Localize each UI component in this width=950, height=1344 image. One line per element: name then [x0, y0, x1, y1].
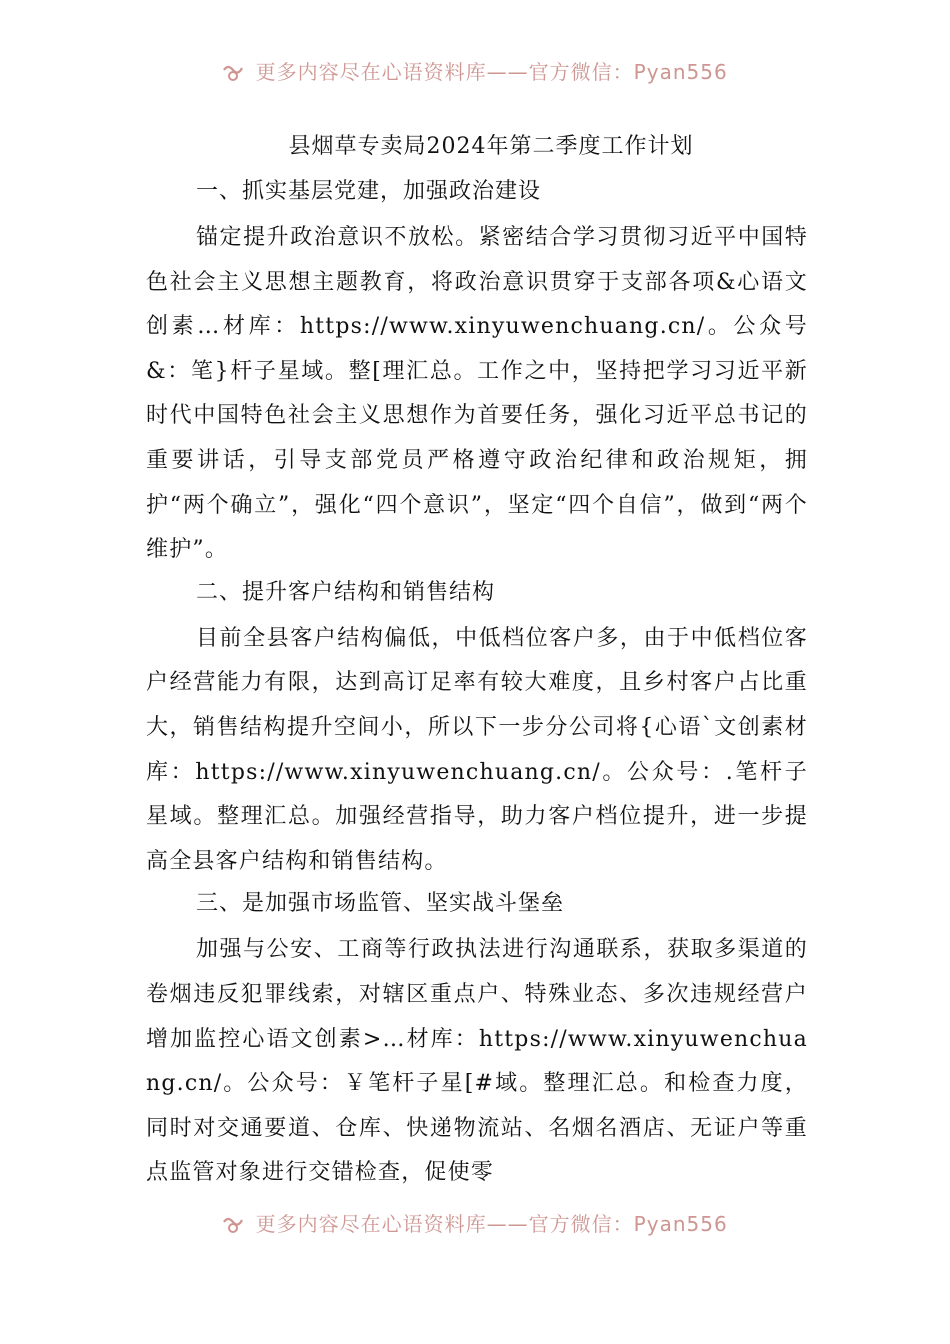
- section-paragraph: 加强与公安、工商等行政执法进行沟通联系，获取多渠道的卷烟违反犯罪线索，对辖区重点户、特殊业态、多次违规经营户增加监控心语文创素>…材库：https://www.xinyuwenchuang.cn/。公众号：￥笔杆子星[#域。整理汇总。和检查力度，同时对交通要道、仓库、快递物流站、名烟名酒店、无证户等重点监管对象进行交错检查，促使零: [146, 937, 808, 1186]
- section-heading: 一、抓实基层党建，加强政治建设: [196, 179, 542, 204]
- section-paragraph: 目前全县客户结构偏低，中低档位客户多，由于中低档位客户经营能力有限，达到高订足率有较大难度，且乡村客户占比重大，销售结构提升空间小，所以下一步分公司将{心语`文创素材库：https://www.xinyuwenchuang.cn/。公众号：.笔杆子星域。整理汇总。加强经营指导，助力客户档位提升，进一步提高全县客户结构和销售结构。: [146, 625, 808, 874]
- document-body: [146, 128, 808, 1196]
- document-title: 县烟草专卖局2024年第二季度工作计划: [288, 134, 694, 159]
- watermark-text: 更多内容尽在心语资料库——官方微信：Pyan556: [255, 60, 728, 84]
- section-paragraph: 锚定提升政治意识不放松。紧密结合学习贯彻习近平中国特色社会主义思想主题教育，将政治意识贯穿于支部各项&心语文创素…材库：https://www.xinyuwenchuang.cn/。公众号&：笔}杆子星域。整[理汇总。工作之中，坚持把学习习近平新时代中国特色社会主义思想作为首要任务，强化习近平总书记的重要讲话，引导支部党员严格遵守政治纪律和政治规矩，拥护“两个确立”，强化“四个意识”，坚定“四个自信”，做到“两个维护”。: [146, 225, 808, 563]
- watermark-text: 更多内容尽在心语资料库——官方微信：Pyan556: [255, 1212, 728, 1236]
- watermark-top: [0, 56, 950, 85]
- watermark-logo-icon: [222, 1214, 244, 1234]
- section-heading: 三、是加强市场监管、坚实战斗堡垒: [196, 891, 565, 917]
- watermark-bottom: [0, 1208, 950, 1237]
- section-heading: 二、提升客户结构和销售结构: [196, 579, 496, 605]
- watermark-logo-icon: [222, 62, 244, 82]
